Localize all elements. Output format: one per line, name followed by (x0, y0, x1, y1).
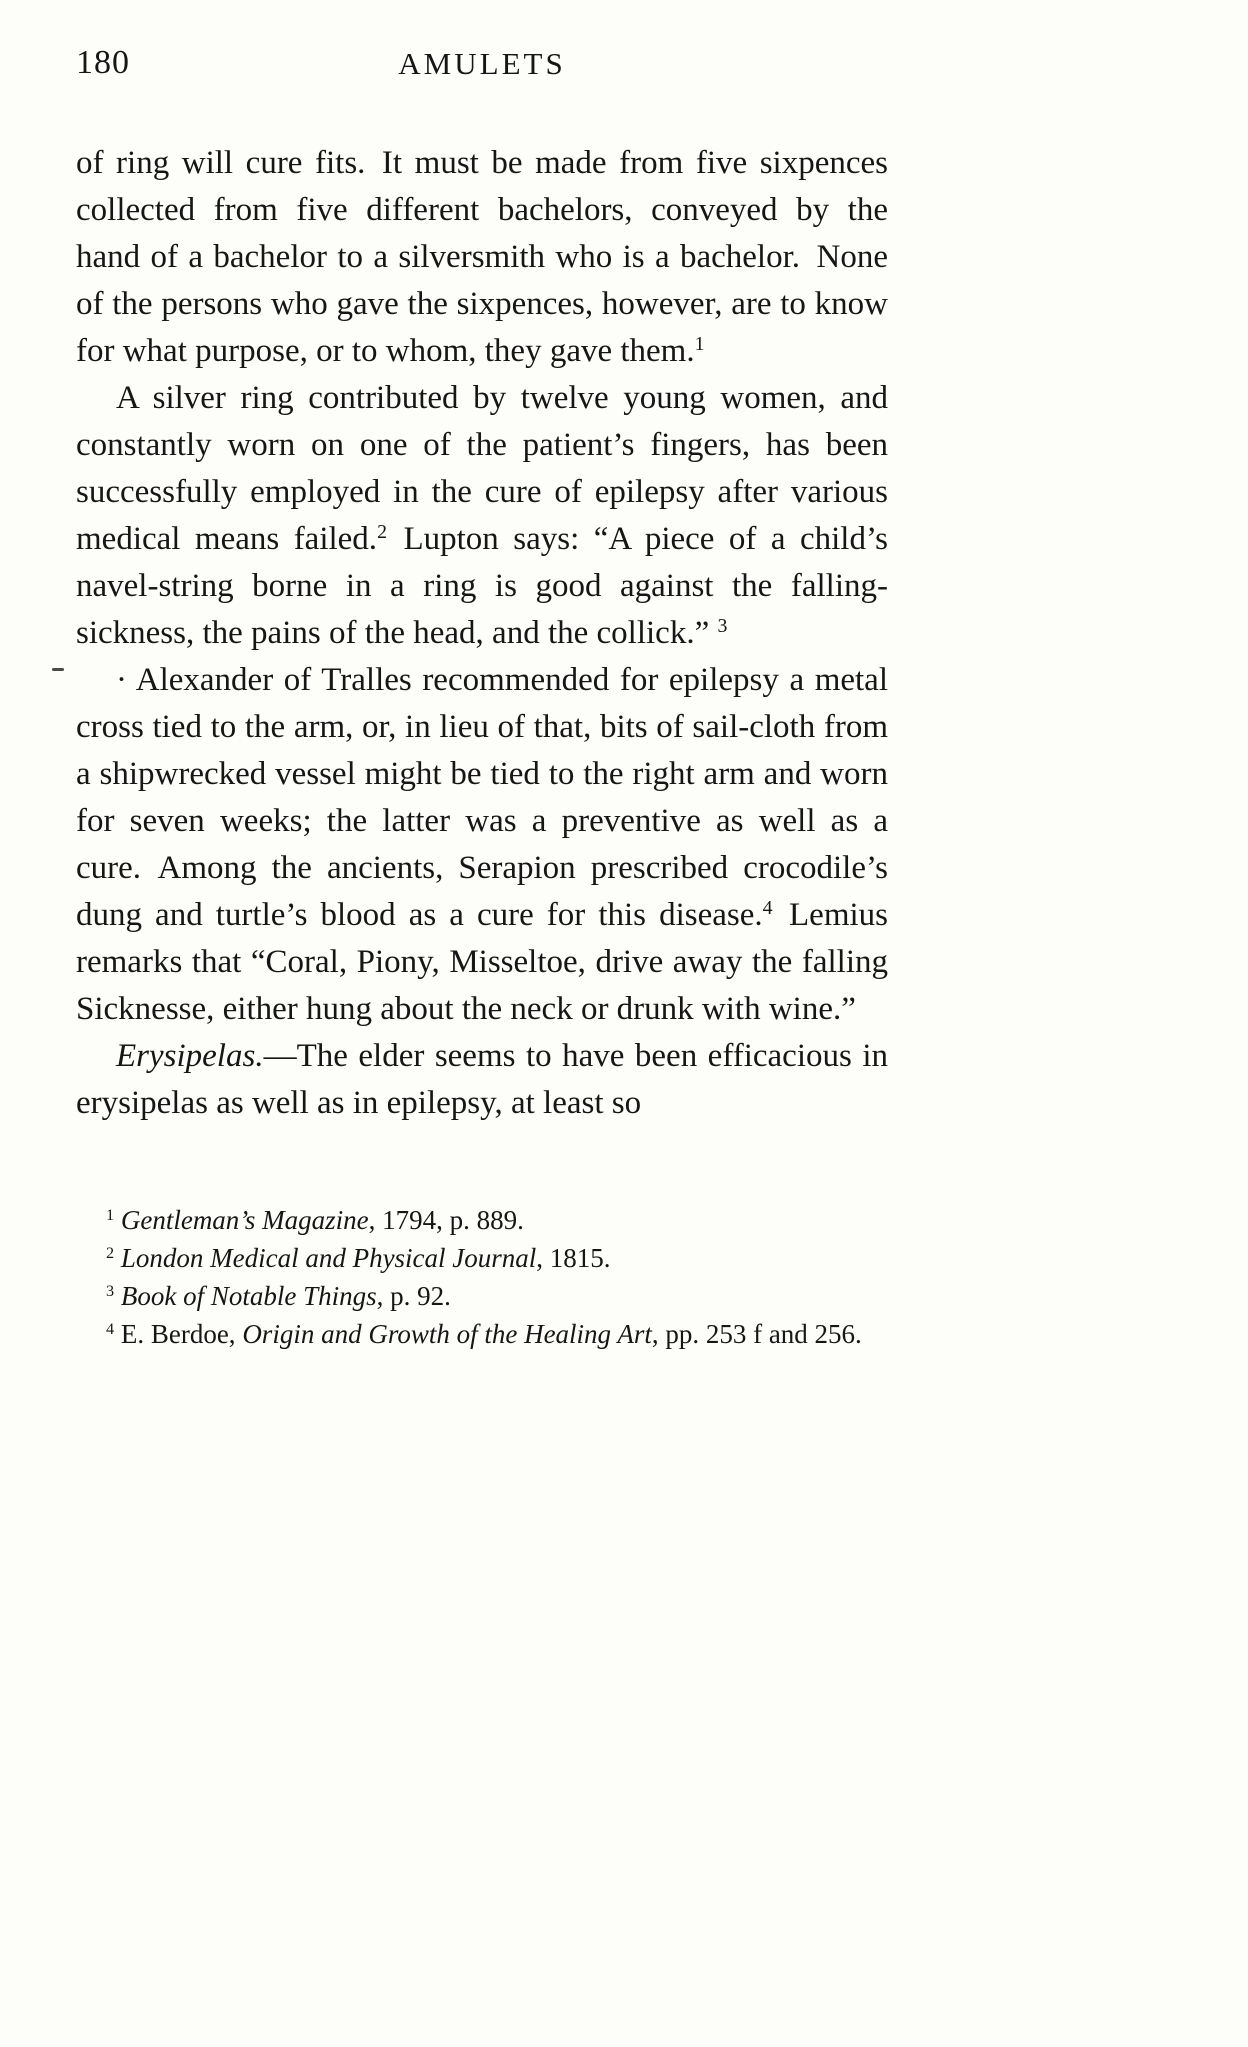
footnote-marker: 1 (694, 333, 705, 356)
footnote (76, 1201, 888, 1239)
text-run: E. Berdoe, (114, 1319, 243, 1349)
text-run: Book of Notable Things (114, 1281, 377, 1311)
text-run: London Medical and Physical Journal (114, 1243, 537, 1273)
text-run: Lupton says: “A piece of a child’s navel-string borne in a ring is good against the falling-sickness, the pains of the head, and the collick.” (76, 521, 888, 651)
footnote-marker: 3 (717, 615, 728, 638)
paragraph (76, 1033, 888, 1127)
scan-artifact-dash (52, 668, 64, 671)
text-run: , p. 92. (376, 1281, 451, 1311)
page-header (76, 44, 888, 96)
footnote (76, 1239, 888, 1277)
text-run: Lemius remarks that “Coral, Piony, Misseltoe, drive away the falling Sicknesse, either hung about the neck or drunk with wine.” (76, 897, 888, 1027)
footnote (76, 1315, 888, 1353)
footnote-marker: 2 (377, 521, 387, 544)
footnote-marker: 1 (106, 1206, 115, 1225)
footnote-marker: 3 (106, 1282, 115, 1301)
text-run: , pp. 253 f and 256. (651, 1319, 862, 1349)
text-run: , 1815. (536, 1243, 611, 1273)
footnote (76, 1277, 888, 1315)
page-number: 180 (76, 44, 130, 81)
text-run: , 1794, p. 889. (368, 1205, 524, 1235)
paragraph (76, 140, 888, 375)
paragraph (76, 657, 888, 1033)
footnote-marker: 4 (106, 1320, 115, 1339)
text-run: of ring will cure fits. It must be made from five sixpences collected from five different bachelors, conveyed by the hand of a bachelor to a silversmith who is a bachelor. None of the persons who gave the sixpences, however, are to know for what purpose, or to whom, they gave them. (76, 145, 888, 369)
body-text (76, 140, 888, 1127)
footnotes (76, 1201, 888, 1353)
footnote-marker: 4 (762, 897, 773, 920)
text-run: —The elder seems to have been efficacious in erysipelas as well as in epilepsy, at least so (76, 1038, 888, 1121)
page-content (76, 44, 888, 1353)
text-run: A silver ring contributed by twelve young women, and constantly worn on one of the patient’s fingers, has been successfully employed in the cure of epilepsy after various medical means failed. (76, 380, 888, 557)
text-run: Origin and Growth of the Healing Art (242, 1319, 652, 1349)
text-run: · Alexander of Tralles recommended for epilepsy a metal cross tied to the arm, or, in lieu of that, bits of sail-cloth from a shipwrecked vessel might be tied to the right arm and worn for seven weeks; the latter was a preventive as well as a cure. Among the ancients, Serapion prescribed crocodile’s dung and turtle’s blood as a cure for this disease. (76, 662, 888, 933)
text-run: Gentleman’s Magazine (114, 1205, 369, 1235)
paragraph (76, 375, 888, 657)
text-run: Erysipelas. (116, 1038, 264, 1074)
footnote-marker: 2 (106, 1244, 115, 1263)
page-title: AMULETS (398, 46, 566, 81)
